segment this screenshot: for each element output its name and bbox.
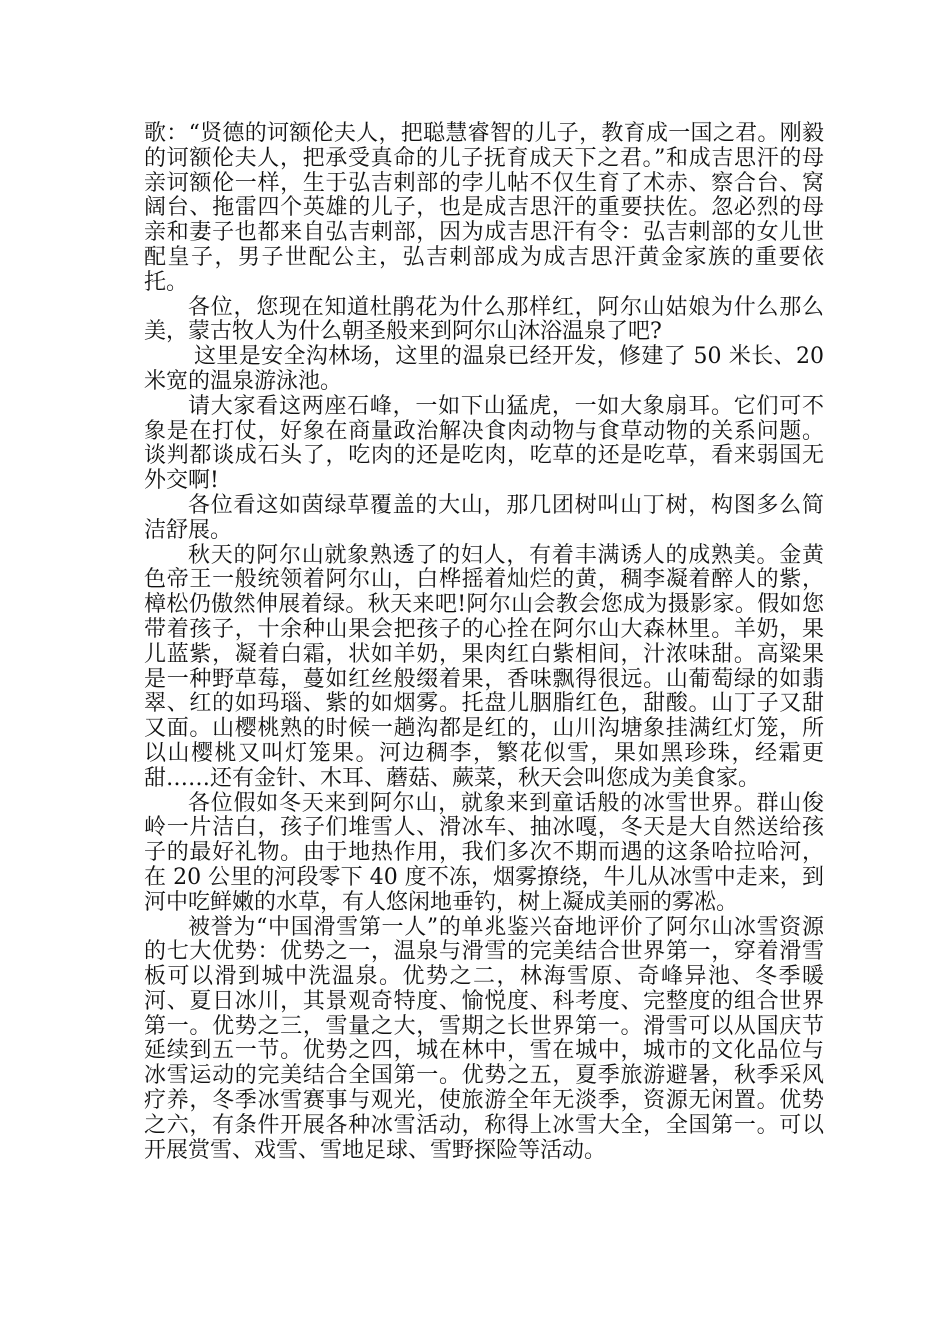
paragraph-4: 请大家看这两座石峰，一如下山猛虎，一如大象扇耳。它们可不象是在打仗，好象在商量政治解决食肉动物与食草动物的关系问题。谈判都谈成石头了，吃肉的还是吃肉，吃草的还是吃草，看来弱国无外交啊! xyxy=(144,393,824,494)
paragraph-1: 歌：“贤德的诃额伦夫人，把聪慧睿智的儿子，教育成一国之君。刚毅的诃额伦夫人，把承受真命的儿子抚育成天下之君。”和成吉思汗的母亲诃额伦一样，生于弘吉剌部的孛儿帖不仅生育了术赤、察合台、窝阔台、拖雷四个英雄的儿子，也是成吉思汗的重要扶佐。忽必烈的母亲和妻子也都来自弘吉剌部，因为成吉思汗有令：弘吉剌部的女儿世配皇子，男子世配公主，弘吉剌部成为成吉思汗黄金家族的重要依托。 xyxy=(144,121,824,295)
paragraph-6: 秋天的阿尔山就象熟透了的妇人，有着丰满诱人的成熟美。金黄色帝王一般统领着阿尔山，白桦摇着灿烂的黄，稠李凝着醉人的紫，樟松仍傲然伸展着绿。秋天来吧!阿尔山会教会您成为摄影家。假如您带着孩子，十余种山果会把孩子的心拴在阿尔山大森林里。羊奶，果儿蓝紫，凝着白霜，状如羊奶，果肉红白紫相间，汁浓味甜。高粱果是一种野草莓，蔓如红丝般缀着果，香味飘得很远。山葡萄绿的如翡翠、红的如玛瑙、紫的如烟雾。托盘儿胭脂红色，甜酸。山丁子又甜又面。山樱桃熟的时候一趟沟都是红的，山川沟塘象挂满红灯笼，所以山樱桃又叫灯笼果。河边稠李，繁花似雪，果如黑珍珠，经霜更甜……还有金针、木耳、蘑菇、蕨菜，秋天会叫您成为美食家。 xyxy=(144,542,824,791)
paragraph-7: 各位假如冬天来到阿尔山，就象来到童话般的冰雪世界。群山俊岭一片洁白，孩子们堆雪人、滑冰车、抽冰嘎，冬天是大自然送给孩子的最好礼物。由于地热作用，我们多次不期而遇的这条哈拉哈河，在 20 公里的河段零下 40 度不冻，烟雾撩绕，牛儿从冰雪中走来，到河中吃鲜嫩的水草，有人悠闲地垂钓，树上凝成美丽的雾凇。 xyxy=(144,790,824,915)
paragraph-2: 各位，您现在知道杜鹃花为什么那样红，阿尔山姑娘为什么那么美，蒙古牧人为什么朝圣般来到阿尔山沐浴温泉了吧? xyxy=(144,294,824,345)
paragraph-8: 被誉为“中国滑雪第一人”的单兆鉴兴奋地评价了阿尔山冰雪资源的七大优势：优势之一，温泉与滑雪的完美结合世界第一，穿着滑雪板可以滑到城中洗温泉。优势之二，林海雪原、奇峰异池、冬季暖河、夏日冰川，其景观奇特度、愉悦度、科考度、完整度的组合世界第一。优势之三，雪量之大，雪期之长世界第一。滑雪可以从国庆节延续到五一节。优势之四，城在林中，雪在城中，城市的文化品位与冰雪运动的完美结合全国第一。优势之五，夏季旅游避暑，秋季采风疗养，冬季冰雪赛事与观光，使旅游全年无淡季，资源无闲置。优势之六，有条件开展各种冰雪活动，称得上冰雪大全，全国第一。可以开展赏雪、戏雪、雪地足球、雪野探险等活动。 xyxy=(144,914,824,1163)
paragraph-3: 这里是安全沟林场，这里的温泉已经开发，修建了 50 米长、20 米宽的温泉游泳池。 xyxy=(144,344,824,394)
paragraph-5: 各位看这如茵绿草覆盖的大山，那几团树叫山丁树，构图多么简洁舒展。 xyxy=(144,492,824,543)
document-body xyxy=(144,122,824,1163)
